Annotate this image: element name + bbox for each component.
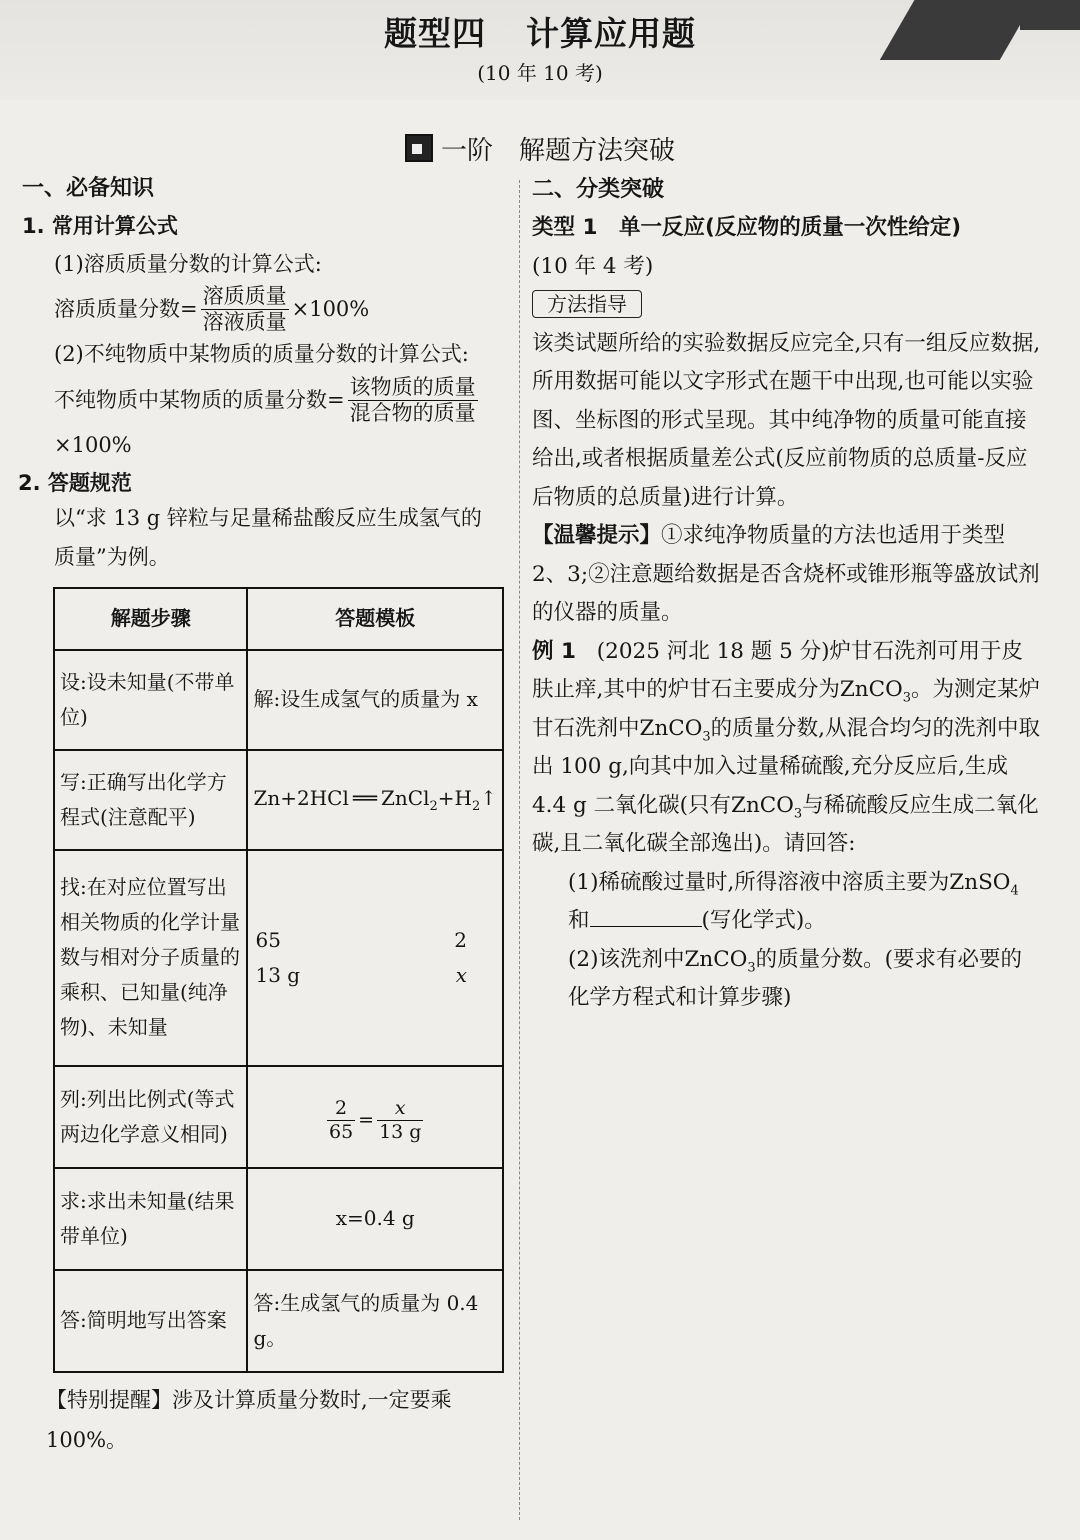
example-text-4: 与稀硫酸反应生成二氧化碳,且二氧化碳全部逸出)。请回答: [532, 792, 1039, 857]
special-reminder: 【特别提醒】涉及计算质量分数时,一定要乘 100%。 [46, 1387, 452, 1452]
chem-sub-3c: 3 [793, 806, 803, 822]
formula2-tail: ×100% [54, 433, 132, 458]
ratio-equals: = [358, 1108, 375, 1131]
chem-sub-3: 3 [902, 690, 911, 706]
right-column [532, 170, 1042, 1018]
question-1 [532, 864, 1042, 941]
type1-exam-count: (10 年 4 考) [532, 253, 654, 279]
find-2: 2 [454, 927, 467, 952]
formula2 [22, 375, 512, 426]
ratio-fraction-left [327, 1097, 355, 1144]
eq-sign: ══ [352, 786, 377, 811]
q1-text-a: (1)稀硫酸过量时,所得溶液中溶质主要为 [568, 869, 950, 895]
warm-tip-text: ①求纯净物质量的方法也适用于类型 2、3;②注意题给数据是否含烧杯或锥形瓶等盛放试剂的仪器的质量。 [532, 523, 1040, 626]
step-list: 列:列出比例式(等式两边化学意义相同) [54, 1066, 247, 1168]
formula1-tail: ×100% [291, 296, 370, 321]
find-x: x [455, 962, 467, 987]
q2-text-b: 的质量分数。(要求有必要的化学方程式和计算步骤) [568, 946, 1023, 1011]
page-title [0, 8, 1080, 55]
chem-znso4: ZnSO [949, 869, 1011, 895]
formula1-numerator: 溶质质量 [201, 284, 289, 310]
template-solve: x=0.4 g [247, 1168, 503, 1270]
warm-tip-tag: 【温馨提示】 [532, 523, 662, 549]
example-text-2: 。为测定某炉甘石洗剂中 [532, 677, 1041, 741]
formula2-denominator: 混合物的质量 [349, 401, 476, 426]
q1-text-c: (写化学式)。 [701, 908, 826, 934]
table-header-template: 答题模板 [247, 588, 503, 650]
intro-line2: 质量”为例。 [54, 545, 170, 570]
answer-steps-table [53, 587, 504, 1373]
question-2 [532, 941, 1042, 1018]
stage-heading [0, 130, 1080, 167]
find-13g: 13 g [255, 962, 301, 987]
formula2-fraction [348, 375, 478, 426]
chem-sub-4: 4 [1010, 883, 1019, 899]
eq-sub-2: 2 [429, 799, 438, 815]
q1-text-b: 和 [568, 908, 590, 934]
type1-heading: 类型 1 单一反应(反应物的质量一次性给定) [532, 215, 962, 241]
find-row-molar [253, 923, 497, 958]
left-column [18, 172, 512, 1461]
template-ratio [247, 1066, 503, 1168]
ratio-den-left: 65 [328, 1120, 354, 1143]
stage-label: 一阶 解题方法突破 [440, 136, 675, 166]
table-row [54, 588, 503, 650]
template-answer: 答:生成氢气的质量为 0.4 g。 [247, 1270, 503, 1372]
template-set: 解:设生成氢气的质量为 x [247, 650, 503, 750]
table-row [54, 750, 503, 850]
formula2-numerator: 该物质的质量 [348, 375, 478, 401]
chem-sub-3b: 3 [702, 729, 711, 745]
formula2-lhs: 不纯物质中某物质的质量分数= [54, 387, 345, 412]
formula1 [22, 284, 512, 335]
example-1 [532, 633, 1042, 864]
column-divider [519, 180, 520, 1520]
title-part2: 计算应用题 [526, 14, 696, 53]
chem-znco3-c: ZnCO [731, 792, 794, 818]
step-find: 找:在对应位置写出相关物质的化学计量数与相对分子质量的乘积、已知量(纯净物)、未知量 [54, 850, 247, 1066]
title-part1: 题型四 [384, 14, 486, 53]
method-guide-badge: 方法指导 [532, 290, 642, 318]
warm-tip [532, 517, 1042, 632]
table-header-steps: 解题步骤 [54, 588, 247, 650]
chem-sub-3d: 3 [747, 960, 756, 976]
answer-blank[interactable] [590, 908, 702, 927]
example-label: 例 1 [532, 638, 576, 664]
example-text-1: 炉甘石洗剂可用于皮肤止痒,其中的炉甘石主要成分为 [532, 638, 1024, 703]
formula1-lhs: 溶质质量分数= [54, 296, 198, 321]
table-row [54, 1066, 503, 1168]
gas-arrow-icon: ↑ [480, 786, 497, 811]
step-write: 写:正确写出化学方程式(注意配平) [54, 750, 247, 850]
eq-sub-2b: 2 [471, 799, 481, 815]
page-subtitle: (10 年 10 考) [477, 61, 603, 85]
step-answer: 答:简明地写出答案 [54, 1270, 247, 1372]
find-row-mass [253, 958, 497, 993]
section-heading-classified: 二、分类突破 [532, 177, 665, 202]
ratio-expression [324, 1097, 427, 1144]
method-badge-row [532, 286, 1042, 324]
method-guide-text: 该类试题所给的实验数据反应完全,只有一组反应数据,所用数据可能以文字形式在题干中出现,也可能以实验图、坐标图的形式呈现。其中纯净物的质量可能直接给出,或者根据质量差公式(反应前物质的总质量-反应后物质的总质量)进行计算。 [532, 330, 1041, 510]
eq-reactants: Zn+2HCl [253, 786, 349, 811]
section-heading-knowledge: 一、必备知识 [22, 176, 155, 201]
q2-text-a: (2)该洗剂中 [568, 946, 685, 972]
step-solve: 求:求出未知量(结果带单位) [54, 1168, 247, 1270]
step-set: 设:设未知量(不带单位) [54, 650, 247, 750]
eq-product-h: +H [437, 786, 472, 811]
ratio-fraction-right [377, 1097, 423, 1144]
ratio-num-right: x [377, 1097, 423, 1121]
item-heading-answer-spec: 2. 答题规范 [18, 470, 132, 495]
formula1-fraction [201, 284, 289, 335]
table-row [54, 650, 503, 750]
template-find [247, 850, 503, 1066]
example-source: (2025 河北 18 题 5 分) [596, 638, 830, 664]
template-equation [247, 750, 503, 850]
table-row [54, 1270, 503, 1372]
find-65: 65 [255, 927, 281, 952]
ratio-num-left: 2 [327, 1097, 355, 1121]
chem-znco3-b: ZnCO [639, 715, 703, 741]
chem-znco3: ZnCO [839, 677, 903, 703]
example-text-3: 的质量分数,从混合均匀的洗剂中取出 100 g,向其中加入过量稀硫酸,充分反应后,生成 4.4 g 二氧化碳(只有 [532, 715, 1041, 818]
table-row [54, 850, 503, 1066]
ratio-den-right: 13 g [379, 1120, 422, 1143]
formula1-denominator: 溶液质量 [202, 310, 287, 335]
formula1-label: (1)溶质质量分数的计算公式: [54, 251, 322, 276]
eq-product-zncl: ZnCl [380, 786, 430, 811]
item-heading-formulas: 1. 常用计算公式 [22, 214, 178, 238]
formula2-label: (2)不纯物质中某物质的质量分数的计算公式: [54, 342, 469, 367]
intro-line1: 以“求 13 g 锌粒与足量稀盐酸反应生成氢气的 [54, 506, 482, 531]
book-icon [405, 134, 433, 162]
chem-znco3-d: ZnCO [684, 946, 748, 972]
table-row [54, 1168, 503, 1270]
